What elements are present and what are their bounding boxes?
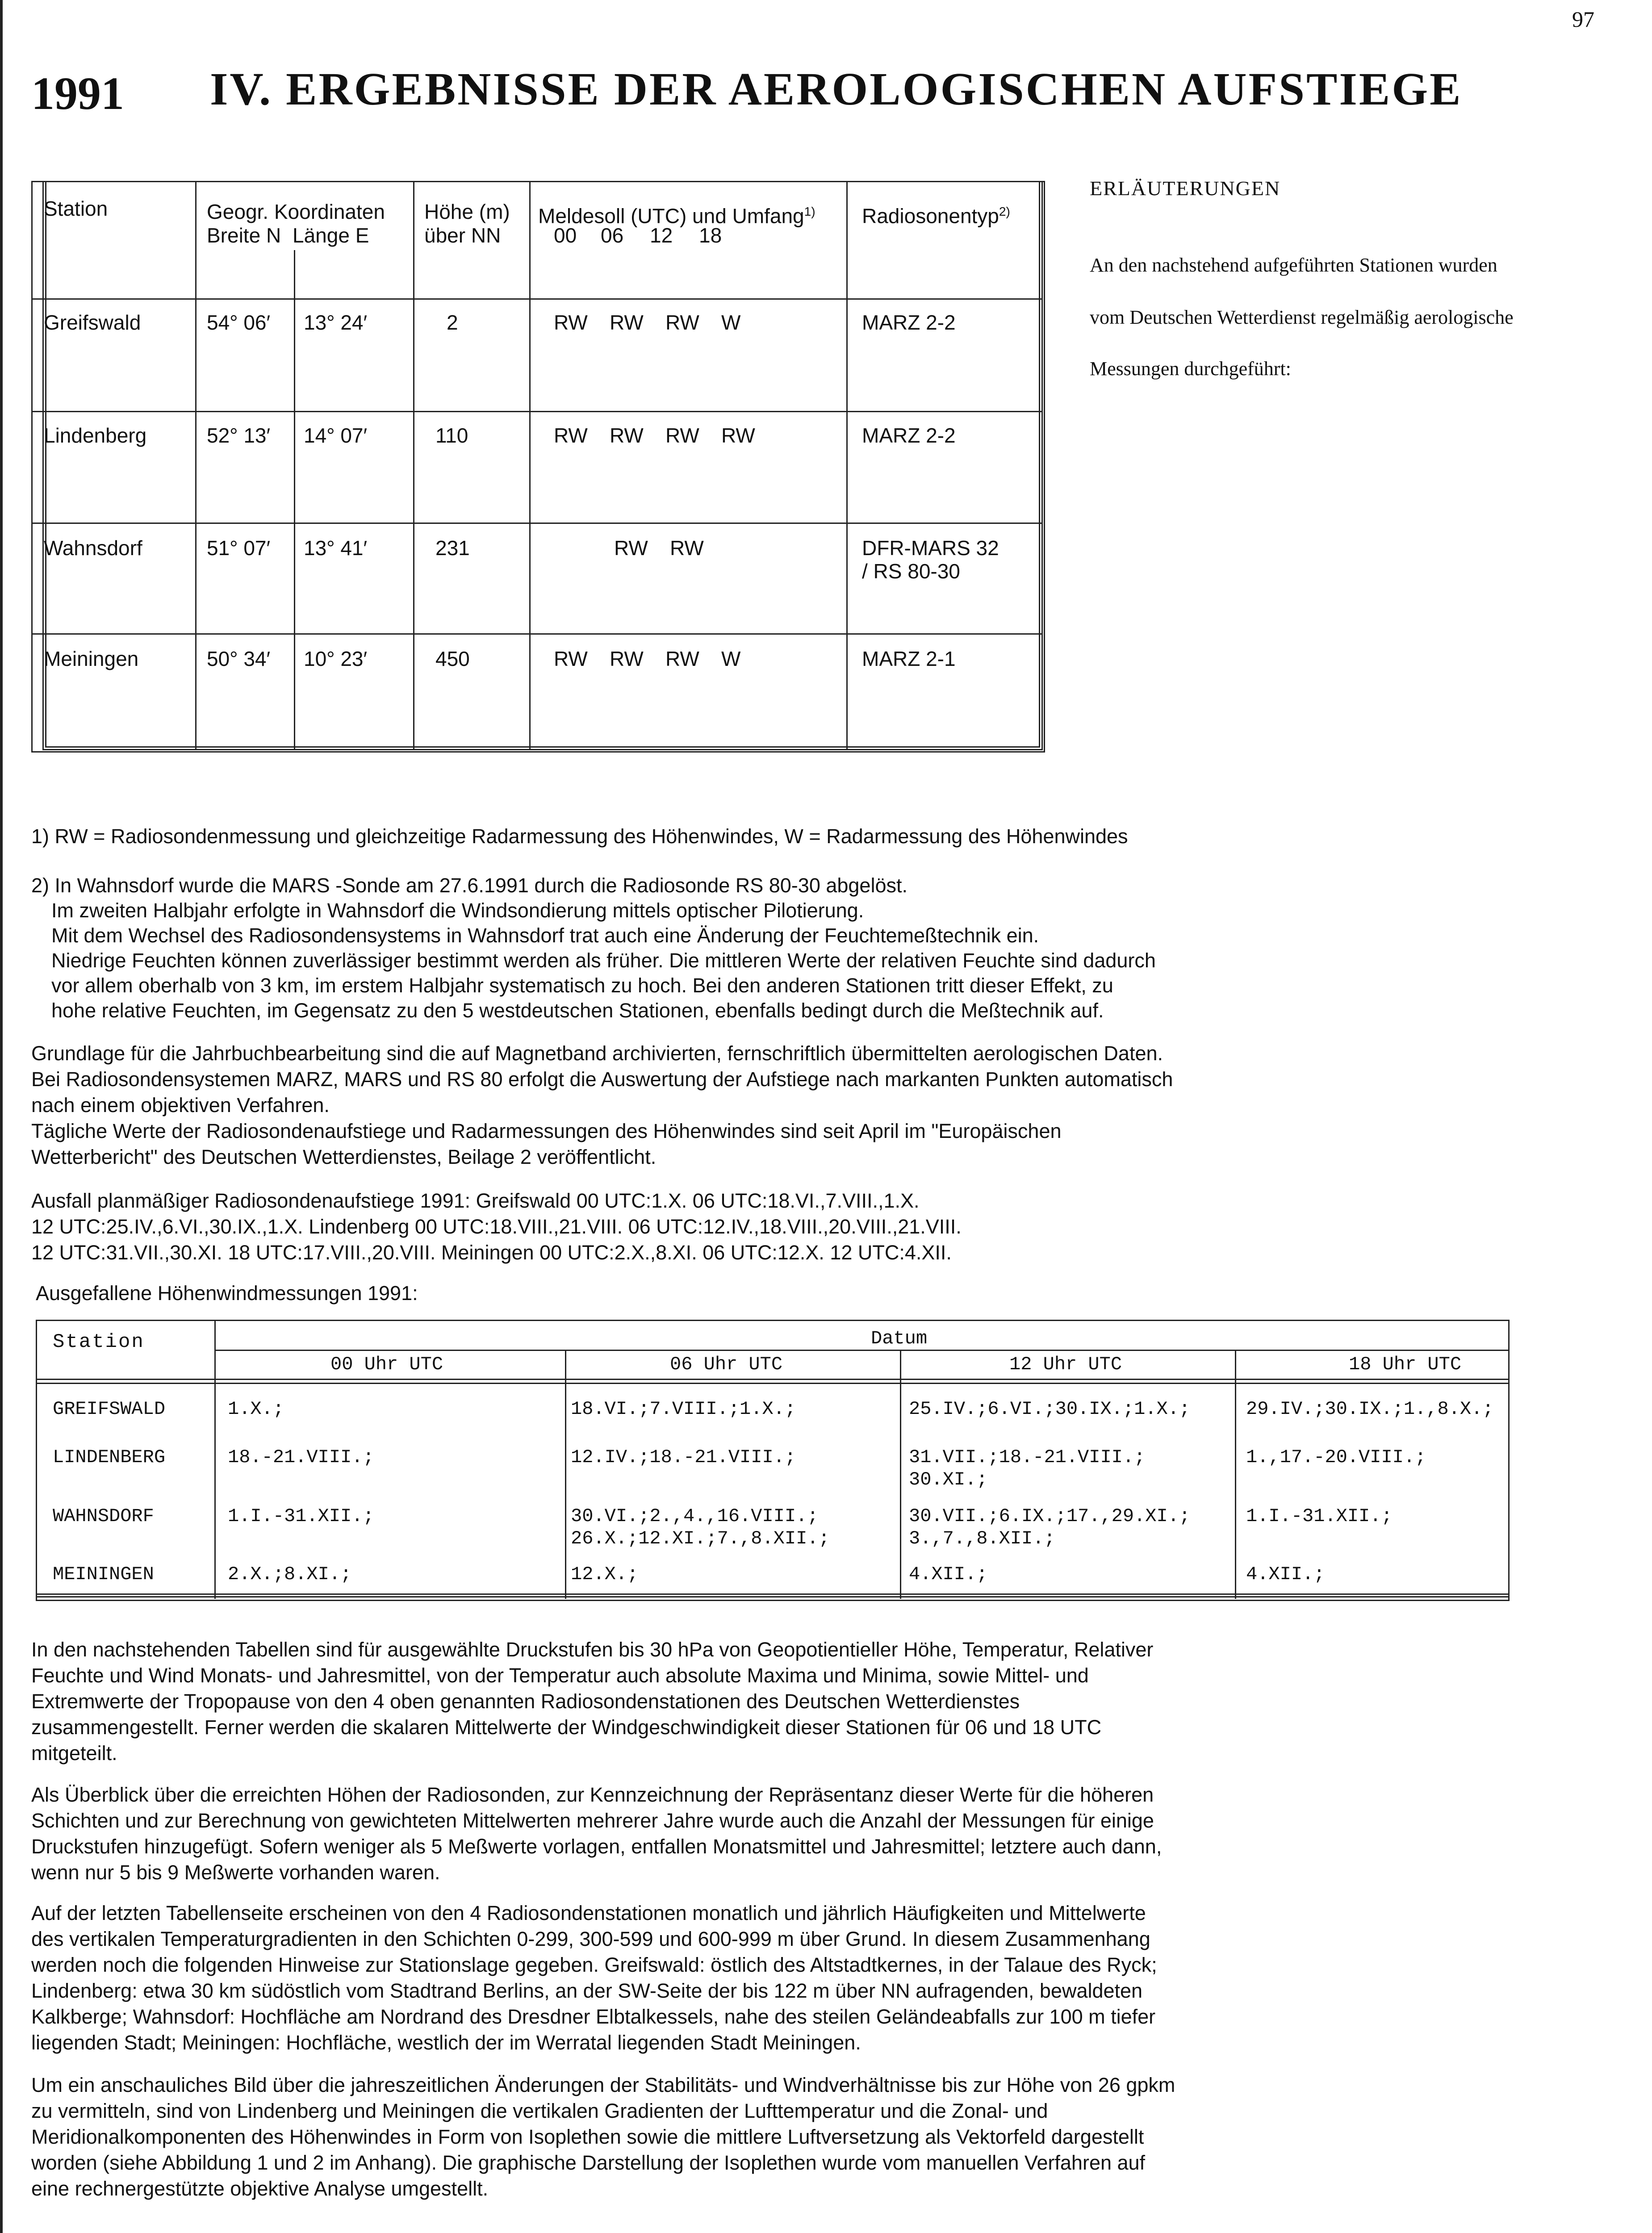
cell-lon: 13° 41′ (304, 536, 368, 560)
cell-obs-12: RW (670, 536, 704, 560)
col-divider (214, 1320, 216, 1599)
cell-obs-00: RW (554, 311, 588, 334)
row-divider (31, 411, 1043, 412)
col-divider (1235, 1351, 1236, 1599)
paragraph-letzte (31, 1900, 1282, 2056)
text-line: Druckstufen hinzugefügt. Sofern weniger als 5 Meßwerte vorlagen, entfallen Monatsmittel und Jahresmittel; letztere auch dann, (31, 1835, 1162, 1858)
col-divider (529, 181, 531, 750)
page-title: IV. ERGEBNISSE DER AEROLOGISCHEN AUFSTIEGE (210, 63, 1463, 115)
wind-cell-station: WAHNSDORF (53, 1505, 154, 1527)
wind-cell-12: 30.VII.;6.IX.;17.,29.XI.; 3.,7.,8.XII.; (909, 1505, 1191, 1549)
text-line: zu vermitteln, sind von Lindenberg und Meiningen die vertikalen Gradienten der Lufttemperatur und die Zonal- und (31, 2099, 1048, 2122)
col-divider (294, 250, 295, 750)
cell-type-2: / RS 80-30 (862, 560, 960, 583)
cell-obs-12: RW (665, 424, 699, 447)
scan-edge (0, 0, 3, 2233)
text-line: eine rechnergestützte objektive Analyse umgestellt. (31, 2177, 489, 2200)
col-divider (565, 1351, 566, 1599)
cell-type: MARZ 2-2 (862, 311, 956, 334)
wind-cell-station: MEININGEN (53, 1564, 154, 1585)
cell-lat: 50° 34′ (207, 647, 271, 670)
text-line: nach einem objektiven Verfahren. (31, 1094, 330, 1116)
cell-lon: 13° 24′ (304, 311, 368, 334)
cell-height: 2 (447, 311, 458, 334)
text-line: Bei Radiosondensystemen MARZ, MARS und RS 80 erfolgt die Auswertung der Aufstiege nach markanten Punkten automatisch (31, 1068, 1173, 1091)
wind-table-caption: Ausgefallene Höhenwindmessungen 1991: (36, 1282, 418, 1305)
cell-obs-06: RW (614, 536, 648, 560)
header-hour-00: 00 (554, 224, 577, 247)
explanations-line: vom Deutschen Wetterdienst regelmäßig aerologische (1090, 306, 1514, 328)
wind-cell-06: 12.IV.;18.-21.VIII.; (571, 1447, 796, 1468)
cell-lat: 51° 07′ (207, 536, 271, 560)
text-line: Extremwerte der Tropopause von den 4 oben genannten Radiosondenstationen des Deutschen Wetterdienstes (31, 1690, 1020, 1713)
cell-station: Greifswald (44, 311, 141, 334)
header-height-nn: über NN (424, 224, 501, 247)
cell-height: 450 (435, 647, 470, 670)
wind-cell-06: 12.X.; (571, 1564, 639, 1585)
footnote-line: 1) RW = Radiosondenmessung und gleichzeitige Radarmessung des Höhenwindes, W = Radarmessung des Höhenwindes (31, 825, 1128, 848)
wind-cell-00: 18.-21.VIII.; (228, 1447, 374, 1468)
text-line: des vertikalen Temperaturgradienten in den Schichten 0-299, 300-599 und 600-999 m über Grund. In diesem Zusammenhang (31, 1928, 1150, 1950)
header-station: Station (44, 197, 108, 220)
text-line: Auf der letzten Tabellenseite erscheinen von den 4 Radiosondenstationen monatlich und jährlich Häufigkeiten und Mittelwerte (31, 1902, 1146, 1924)
row-divider (36, 1383, 1510, 1384)
text-line: wenn nur 5 bis 9 Meßwerte vorhanden waren. (31, 1861, 440, 1884)
cell-height: 110 (435, 424, 468, 447)
text-line: Meridionalkomponenten des Höhenwindes in Form von Isoplethen sowie die mittlere Luftversetzung als Vektorfeld dargestellt (31, 2125, 1144, 2148)
header-hour-06: 06 (601, 224, 624, 247)
cell-height: 231 (435, 536, 470, 560)
wind-cell-station: LINDENBERG (53, 1447, 166, 1468)
explanations-heading: ERLÄUTERUNGEN (1090, 177, 1281, 200)
wind-cell-12: 4.XII.; (909, 1564, 988, 1585)
wind-header-00: 00 Uhr UTC (330, 1354, 443, 1375)
header-coords: Geogr. Koordinaten (207, 200, 385, 223)
explanations-line: Messungen durchgeführt: (1090, 358, 1291, 380)
row-divider (36, 1379, 1510, 1380)
cell-obs-00: RW (554, 424, 588, 447)
text-line: In den nachstehenden Tabellen sind für ausgewählte Druckstufen bis 30 hPa von Geopotientieller Höhe, Temperatur, Relativer (31, 1638, 1154, 1661)
wind-header-06: 06 Uhr UTC (670, 1354, 783, 1375)
footnote-line: Niedrige Feuchten können zuverlässiger bestimmt werden als früher. Die mittleren Werte der relativen Feuchte sind dadurch (51, 949, 1156, 972)
cell-obs-06: RW (610, 311, 644, 334)
wind-cell-00: 2.X.;8.XI.; (228, 1564, 352, 1585)
cell-type: DFR-MARS 32 (862, 536, 999, 560)
header-hour-18: 18 (699, 224, 722, 247)
paragraph-bild (31, 2072, 1282, 2202)
footnote-2 (31, 873, 1156, 1023)
text-line: 12 UTC:25.IV.,6.VI.,30.IX.,1.X. Lindenberg 00 UTC:18.VIII.,21.VIII. 06 UTC:12.IV.,18.VIII.,20.VIII.,21.VIII. (31, 1215, 962, 1238)
header-sondentyp: Radiosonentyp$^{2)}$ (862, 204, 1010, 228)
row-divider (31, 523, 1043, 524)
text-line: Als Überblick über die erreichten Höhen der Radiosonden, zur Kennzeichnung der Repräsentanz dieser Werte für die höheren (31, 1783, 1154, 1806)
cell-obs-12: RW (665, 311, 699, 334)
text-line: Feuchte und Wind Monats- und Jahresmittel, von der Temperatur auch absolute Maxima und Minima, sowie Mittel- und (31, 1664, 1089, 1687)
header-lon: Länge E (293, 224, 369, 247)
footnote-line: 2) In Wahnsdorf wurde die MARS -Sonde am 27.6.1991 durch die Radiosonde RS 80-30 abgelöst. (31, 874, 908, 897)
row-divider (31, 298, 1043, 300)
cell-obs-06: RW (610, 424, 644, 447)
wind-cell-12: 31.VII.;18.-21.VIII.; 30.XI.; (909, 1447, 1146, 1490)
text-line: Um ein anschauliches Bild über die jahreszeitlichen Änderungen der Stabilitäts- und Windverhältnisse bis zur Höhe von 26 gpkm (31, 2074, 1175, 2096)
cell-obs-06: RW (610, 647, 644, 670)
cell-type: MARZ 2-1 (862, 647, 956, 670)
explanations-line: An den nachstehend aufgeführten Stationen wurden (1090, 254, 1497, 276)
wind-cell-station: GREIFSWALD (53, 1398, 166, 1420)
wind-cell-18: 1.,17.-20.VIII.; (1246, 1447, 1426, 1468)
cell-obs-18: W (721, 311, 741, 334)
cell-lat: 52° 13′ (207, 424, 271, 447)
wind-cell-18: 1.I.-31.XII.; (1246, 1505, 1393, 1527)
cell-obs-00: RW (554, 647, 588, 670)
text-line: Wetterbericht" des Deutschen Wetterdienstes, Beilage 2 veröffentlicht. (31, 1146, 657, 1168)
wind-cell-00: 1.I.-31.XII.; (228, 1505, 374, 1527)
col-divider (900, 1351, 901, 1599)
wind-header-station: Station (53, 1331, 145, 1353)
wind-cell-06: 30.VI.;2.,4.,16.VIII.; 26.X.;12.XI.;7.,8.XII.; (571, 1505, 830, 1549)
wind-header-datum: Datum (871, 1328, 928, 1349)
footnote-line: vor allem oberhalb von 3 km, im erstem Halbjahr systematisch zu hoch. Bei den anderen Stationen tritt dieser Effekt, zu (51, 974, 1113, 997)
col-divider (413, 181, 414, 750)
text-line: liegenden Stadt; Meiningen: Hochfläche, westlich der im Werratal liegenden Stadt Meiningen. (31, 2031, 861, 2054)
header-lat: Breite N (207, 224, 281, 247)
row-divider (214, 1350, 1509, 1351)
wind-cell-00: 1.X.; (228, 1398, 284, 1420)
cell-lat: 54° 06′ (207, 311, 271, 334)
cell-lon: 10° 23′ (304, 647, 368, 670)
cell-lon: 14° 07′ (304, 424, 368, 447)
text-line: Grundlage für die Jahrbuchbearbeitung sind die auf Magnetband archivierten, fernschriftlich übermittelten aerologischen Daten. (31, 1042, 1163, 1065)
row-divider (31, 633, 1043, 635)
header-height: Höhe (m) (424, 200, 510, 223)
wind-cell-18: 29.IV.;30.IX.;1.,8.X.; (1246, 1398, 1494, 1420)
cell-station: Lindenberg (44, 424, 147, 447)
wind-cell-18: 4.XII.; (1246, 1564, 1325, 1585)
wind-cell-06: 18.VI.;7.VIII.;1.X.; (571, 1398, 796, 1420)
text-line: worden (siehe Abbildung 1 und 2 im Anhang). Die graphische Darstellung der Isoplethen wurde vom manuellen Verfahren auf (31, 2151, 1146, 2174)
page-number: 97 (1572, 7, 1594, 32)
wind-header-18: 18 Uhr UTC (1349, 1354, 1462, 1375)
year-heading: 1991 (31, 68, 124, 119)
cell-obs-12: RW (665, 647, 699, 670)
text-line: Lindenberg: etwa 30 km südöstlich vom Stadtrand Berlins, an der SW-Seite der bis 122 m über NN aufragenden, bewaldeten (31, 1979, 1143, 2002)
text-line: mitgeteilt. (31, 1742, 117, 1765)
header-hour-12: 12 (650, 224, 673, 247)
cell-obs-18: RW (721, 424, 755, 447)
footnote-line: Im zweiten Halbjahr erfolgte in Wahnsdorf die Windsondierung mittels optischer Pilotierung. (51, 899, 864, 922)
text-line: zusammengestellt. Ferner werden die skalaren Mittelwerte der Windgeschwindigkeit dieser Stationen für 06 und 18 UTC (31, 1716, 1102, 1739)
wind-cell-12: 25.IV.;6.VI.;30.IX.;1.X.; (909, 1398, 1191, 1420)
paragraph-grundlage (31, 1041, 1282, 1170)
text-line: Kalkberge; Wahnsdorf: Hochfläche am Nordrand des Dresdner Elbtalkessels, nahe des steilen Geländeabfalls zur 100 m tiefer (31, 2005, 1156, 2028)
footnote-1 (31, 824, 1128, 849)
col-divider (846, 181, 848, 750)
cell-station: Wahnsdorf (44, 536, 142, 560)
cell-type: MARZ 2-2 (862, 424, 956, 447)
cell-obs-18: W (721, 647, 741, 670)
wind-header-12: 12 Uhr UTC (1009, 1354, 1122, 1375)
paragraph-ueberblick (31, 1782, 1282, 1886)
paragraph-tabellen (31, 1637, 1282, 1766)
text-line: Ausfall planmäßiger Radiosondenaufstiege 1991: Greifswald 00 UTC:1.X. 06 UTC:18.VI.,7.VIII.,1.X. (31, 1189, 920, 1212)
footnote-line: hohe relative Feuchten, im Gegensatz zu den 5 westdeutschen Stationen, ebenfalls bedingt durch die Meßtechnik auf. (51, 999, 1104, 1022)
cell-station: Meiningen (44, 647, 139, 670)
header-meldesoll: Meldesoll (UTC) und Umfang$^{1)}$ (538, 204, 816, 228)
text-line: werden noch die folgenden Hinweise zur Stationslage gegeben. Greifswald: östlich des Altstadtkernes, in der Talaue des Ryck; (31, 1953, 1157, 1976)
text-line: Schichten und zur Berechnung von gewichteten Mittelwerten mehrerer Jahre wurde auch die Anzahl der Messungen für einige (31, 1809, 1154, 1832)
paragraph-ausfall (31, 1188, 1282, 1266)
col-divider (195, 181, 197, 750)
text-line: 12 UTC:31.VII.,30.XI. 18 UTC:17.VIII.,20.VIII. Meiningen 00 UTC:2.X.,8.XI. 06 UTC:12.X. 12 UTC:4.XII. (31, 1241, 952, 1264)
footnote-line: Mit dem Wechsel des Radiosondensystems in Wahnsdorf trat auch eine Änderung der Feuchtemeßtechnik ein. (51, 924, 1039, 947)
text-line: Tägliche Werte der Radiosondenaufstiege und Radarmessungen des Höhenwindes sind seit April im "Europäischen (31, 1120, 1062, 1142)
